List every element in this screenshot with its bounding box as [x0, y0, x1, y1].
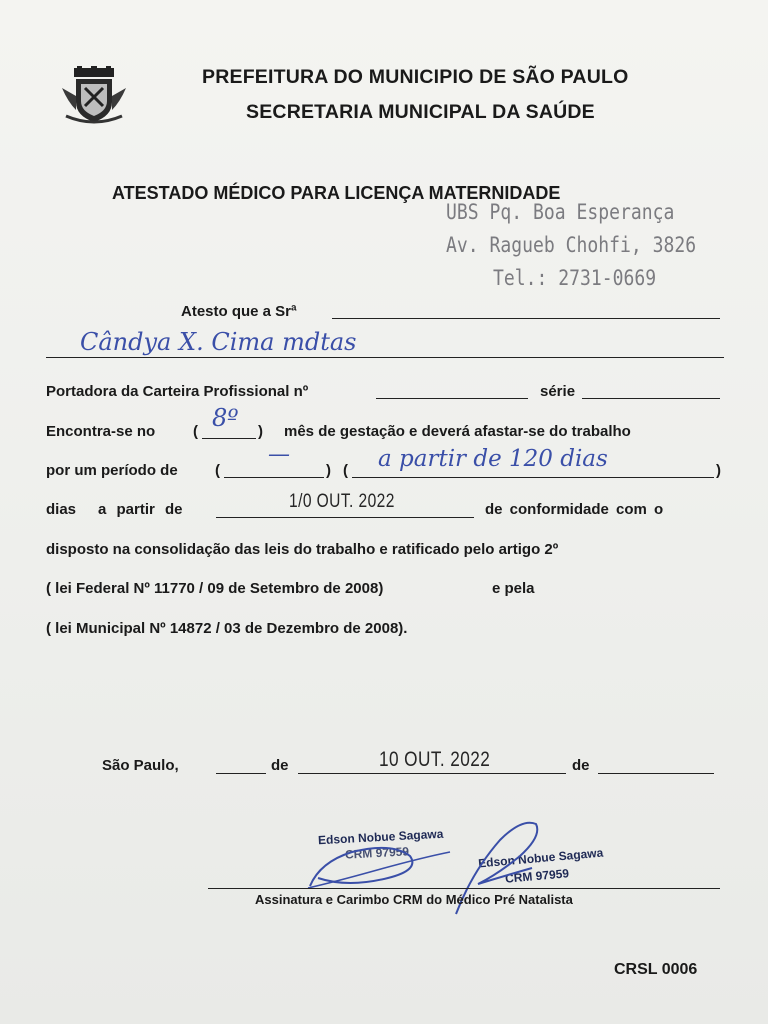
- patient-name-line: [46, 357, 724, 358]
- document-title: ATESTADO MÉDICO PARA LICENÇA MATERNIDADE: [112, 183, 561, 203]
- month-close-paren: ): [258, 423, 263, 440]
- e-pela-text: e pela: [492, 580, 535, 597]
- patient-name-handwriting: Cândya X. Cima mdtas: [80, 328, 357, 356]
- periodo-written-handwriting: a partir de 120 dias: [378, 446, 608, 472]
- periodo-number-line: [224, 477, 324, 478]
- header-prefeitura: PREFEITURA DO MUNICIPIO DE SÃO PAULO: [202, 66, 629, 88]
- signature-caption: Assinatura e Carimbo CRM do Médico Pré Natalista: [255, 892, 573, 907]
- atesto-label: Atesto que a Srª: [181, 303, 297, 320]
- start-date-line: [216, 517, 474, 518]
- serie-line: [582, 398, 720, 399]
- carteira-line: [376, 398, 528, 399]
- carteira-label: Portadora da Carteira Profissional nº: [46, 383, 309, 400]
- doctor-stamp-2-name: Edson Nobue Sagawa: [477, 845, 604, 871]
- ubs-stamp-name: UBS Pq. Boa Esperança: [446, 200, 675, 224]
- conformidade-text: de conformidade com o: [485, 501, 664, 518]
- periodo-label: por um período de: [46, 462, 178, 479]
- doctor-stamp-1-crm: CRM 97959: [344, 844, 410, 862]
- city-label: São Paulo,: [102, 757, 179, 774]
- gestacao-text: mês de gestação e deverá afastar-se do trabalho: [284, 423, 631, 440]
- periodo-dash-handwriting: —: [268, 442, 290, 467]
- de-label-2: de: [572, 757, 590, 774]
- a-partir-label: a partir de: [98, 501, 183, 518]
- periodo-open-paren-1: (: [215, 462, 220, 479]
- doctor-stamp-1-name: Edson Nobue Sagawa: [317, 826, 444, 848]
- periodo-open-paren-2: (: [343, 462, 348, 479]
- ubs-stamp-phone: Tel.: 2731-0669: [493, 266, 657, 290]
- signature-date-stamp: 10 OUT. 2022: [379, 748, 491, 771]
- serie-label: série: [540, 383, 576, 400]
- lei-federal-text: ( lei Federal Nº 11770 / 09 de Setembro de 2008): [46, 580, 384, 597]
- lei-municipal-text: ( lei Municipal Nº 14872 / 03 de Dezembro de 2008).: [46, 620, 408, 637]
- year-line: [598, 773, 714, 774]
- encontra-label: Encontra-se no: [46, 423, 156, 440]
- month-line: [202, 438, 256, 439]
- month-open-paren: (: [193, 423, 198, 440]
- start-date-stamp: 1/0 OUT. 2022: [289, 491, 395, 512]
- disposto-text: disposto na consolidação das leis do trabalho e ratificado pelo artigo 2º: [46, 541, 559, 558]
- periodo-close-paren-2: ): [716, 462, 721, 479]
- month-handwriting: 8º: [212, 404, 239, 432]
- city-coat-of-arms-icon: [60, 66, 128, 126]
- ubs-stamp-address: Av. Ragueb Chohfi, 3826: [446, 233, 697, 257]
- signature-line: [208, 888, 720, 889]
- doctor-stamp-2-crm: CRM 97959: [504, 866, 570, 886]
- periodo-close-paren-1: ): [326, 462, 331, 479]
- day-line: [216, 773, 266, 774]
- header-secretaria: SECRETARIA MUNICIPAL DA SAÚDE: [246, 101, 595, 123]
- periodo-written-line: [352, 477, 714, 478]
- dias-label: dias: [46, 501, 77, 518]
- de-label-1: de: [271, 757, 289, 774]
- form-code: CRSL 0006: [614, 961, 698, 978]
- atesto-line: [332, 318, 720, 319]
- month-name-line: [298, 773, 566, 774]
